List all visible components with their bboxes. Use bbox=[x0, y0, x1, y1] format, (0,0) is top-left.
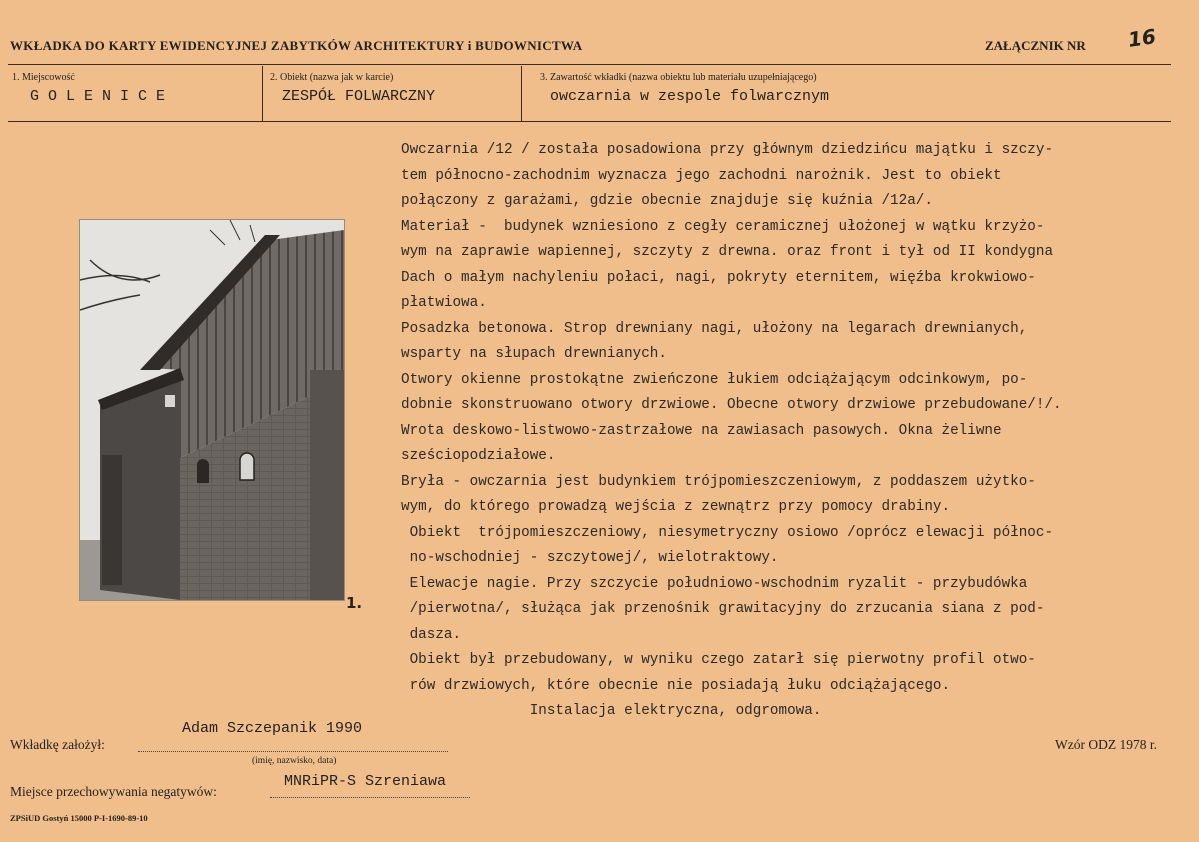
description-text bbox=[401, 138, 1191, 725]
field-separator bbox=[521, 66, 522, 121]
description-line: Bryła - owczarnia jest budynkiem trójpomieszczeniowym, z poddaszem użytko- bbox=[401, 473, 1036, 490]
description-line: płatwiowa. bbox=[401, 295, 487, 311]
field-label-object: 2. Obiekt (nazwa jak w karcie) bbox=[270, 72, 394, 83]
storage-label: Miejsce przechowywania negatywów: bbox=[10, 784, 217, 799]
description-line: dobnie skonstruowano otwory drzwiowe. Obecne otwory drzwiowe przebudowane/!/. bbox=[401, 397, 1062, 413]
description-line: /pierwotna/, służąca jak przenośnik grawitacyjny do zrzucania siana z pod- bbox=[401, 601, 1045, 617]
description-line: Obiekt trójpomieszczeniowy, niesymetryczny osiowo /oprócz elewacji północ- bbox=[401, 524, 1054, 541]
print-info: ZPSiUD Gostyń 15000 P-I-1690-89-10 bbox=[10, 813, 148, 823]
description-line: Otwory okienne prostokątne zwieńczone łukiem odciążającym odcinkowym, po- bbox=[401, 371, 1028, 388]
description-line: Elewacje nagie. Przy szczycie południowo-wschodnim ryzalit - przybudówka bbox=[401, 575, 1028, 592]
description-line: Instalacja elektryczna, odgromowa. bbox=[401, 703, 822, 719]
description-line: Materiał - budynek wzniesiono z cegły ceramicznej ułożonej w wątku krzyżo- bbox=[401, 218, 1045, 235]
fields-divider bbox=[8, 121, 1171, 122]
author-dotted-line bbox=[138, 751, 448, 752]
attachment-label: ZAŁĄCZNIK NR bbox=[985, 38, 1086, 53]
description-line: wsparty na słupach drewnianych. bbox=[401, 346, 667, 362]
description-line: Obiekt był przebudowany, w wyniku czego zatarł się pierwotny profil otwo- bbox=[401, 652, 1036, 668]
field-label-locality: 1. Miejscowość bbox=[12, 72, 75, 83]
card-title: WKŁADKA DO KARTY EWIDENCYJNEJ ZABYTKÓW ARCHITEKTURY i BUDOWNICTWA bbox=[10, 38, 583, 53]
description-line: wym, do którego prowadzą wejścia z zewnątrz przy pomocy drabiny. bbox=[401, 499, 951, 515]
form-id: Wzór ODZ 1978 r. bbox=[1055, 737, 1157, 752]
description-line: no-wschodniej - szczytowej/, wielotraktowy. bbox=[401, 550, 779, 566]
description-line: tem północno-zachodnim wyznacza jego zachodni narożnik. Jest to obiekt bbox=[401, 167, 1002, 184]
description-line: Posadzka betonowa. Strop drewniany nagi, ułożony na legarach drewnianych, bbox=[401, 320, 1028, 337]
attachment-number: 16 bbox=[1126, 24, 1158, 52]
description-line: wym na zaprawie wapiennej, szczyty z drewna. oraz front i tył od II kondygna bbox=[401, 244, 1054, 260]
field-value-content: owczarnia w zespole folwarcznym bbox=[550, 88, 830, 105]
storage-value: MNRiPR-S Szreniawa bbox=[284, 773, 447, 790]
description-line: dasza. bbox=[401, 626, 462, 643]
description-line: Dach o małym nachyleniu połaci, nagi, pokryty eternitem, więźba krokwiowo- bbox=[401, 269, 1036, 286]
header-divider bbox=[8, 64, 1171, 65]
photo-number: 1. bbox=[346, 594, 363, 612]
building-photo bbox=[79, 219, 345, 601]
field-label-content: 3. Zawartość wkładki (nazwa obiektu lub materiału uzupełniającego) bbox=[540, 72, 817, 83]
storage-dotted-line bbox=[270, 797, 470, 798]
description-line: połączony z garażami, gdzie obecnie znajduje się kuźnia /12a/. bbox=[401, 193, 933, 209]
description-line: Owczarnia /12 / została posadowiona przy głównym dziedzińcu majątku i szczy- bbox=[401, 142, 1054, 158]
field-value-locality: GOLENICE bbox=[30, 88, 175, 105]
field-value-object: ZESPÓŁ FOLWARCZNY bbox=[282, 88, 436, 105]
field-separator bbox=[262, 66, 263, 121]
description-line: rów drzwiowych, które obecnie nie posiadają łuku odciążającego. bbox=[401, 677, 951, 694]
author-hint: (imię, nazwisko, data) bbox=[252, 756, 337, 766]
author-value: Adam Szczepanik 1990 bbox=[182, 720, 363, 737]
description-line: Wrota deskowo-listwowo-zastrzałowe na zawiasach pasowych. Okna żeliwne bbox=[401, 422, 1002, 439]
author-label: Wkładkę założył: bbox=[10, 737, 105, 752]
description-line: sześciopodziałowe. bbox=[401, 448, 556, 464]
